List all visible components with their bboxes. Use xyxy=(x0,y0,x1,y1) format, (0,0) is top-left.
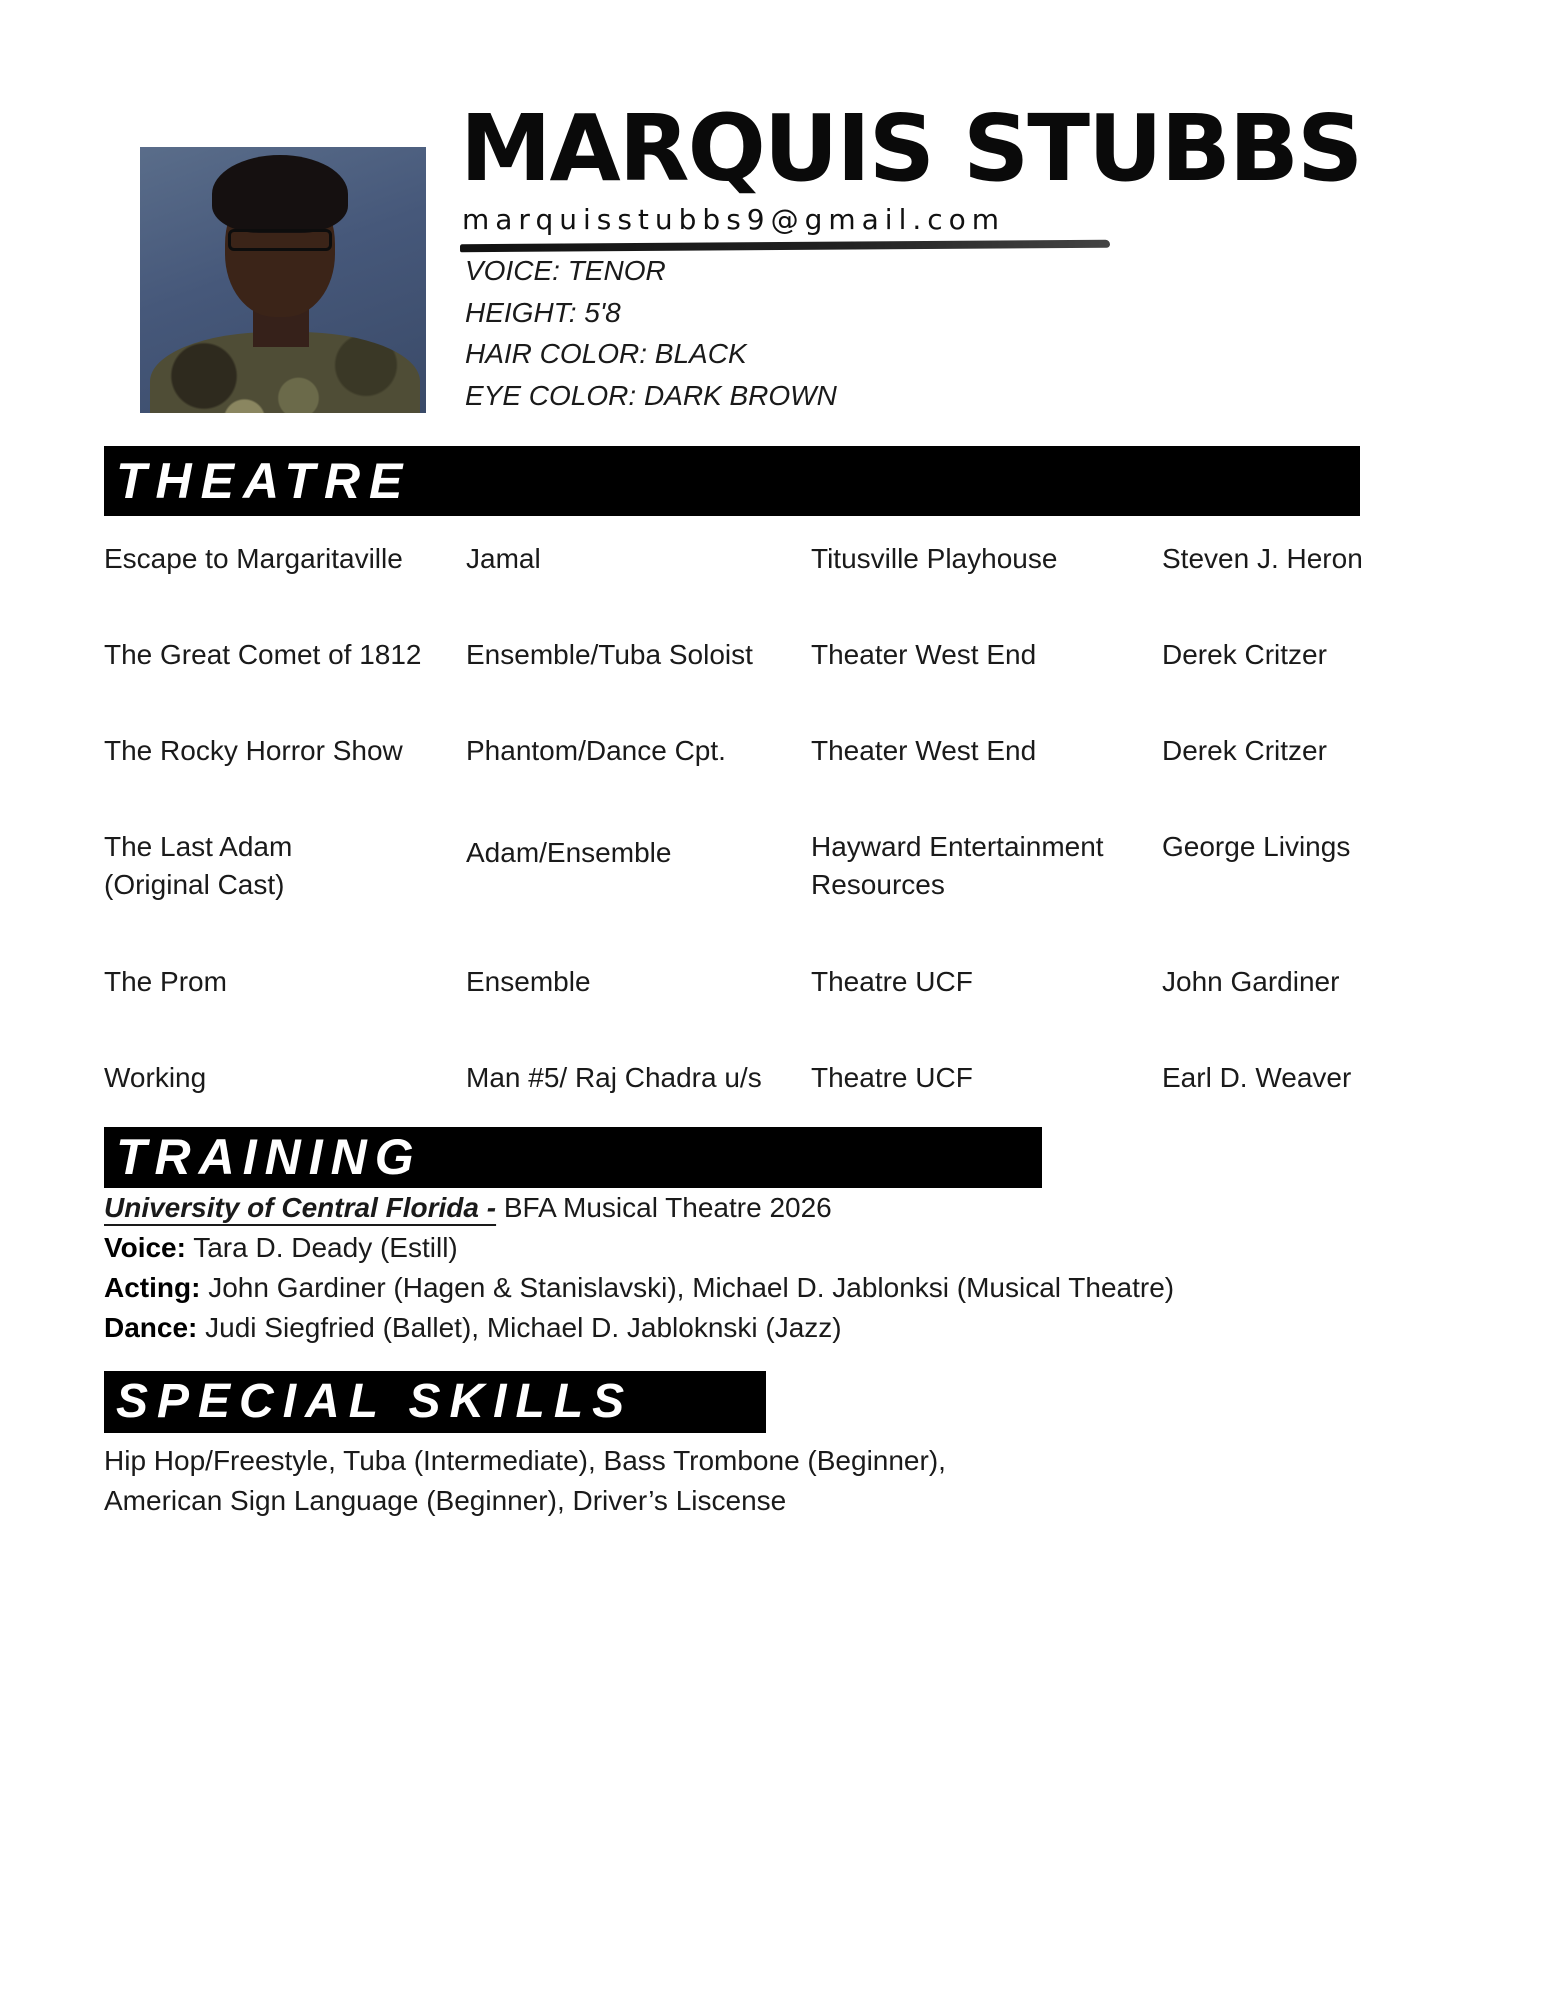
credit-show: The Rocky Horror Show xyxy=(104,735,403,766)
stat-hair-color: HAIR COLOR: BLACK xyxy=(465,338,747,369)
credit-company xyxy=(811,828,1162,963)
table-row xyxy=(104,828,1404,963)
degree-text: BFA Musical Theatre 2026 xyxy=(496,1192,832,1223)
physical-stats xyxy=(465,250,837,416)
training-dance-line xyxy=(104,1308,1174,1348)
credit-show: Escape to Margaritaville xyxy=(104,543,403,574)
credit-director: John Gardiner xyxy=(1162,966,1340,997)
credit-company: Titusville Playhouse xyxy=(811,543,1058,574)
dance-label: Dance: xyxy=(104,1312,198,1343)
credit-role: Phantom/Dance Cpt. xyxy=(466,735,726,766)
credit-director: George Livings xyxy=(1162,831,1351,862)
credit-director: Earl D. Weaver xyxy=(1162,1062,1352,1093)
headshot-glasses xyxy=(228,229,332,251)
credit-show-title: The Last Adam xyxy=(104,831,293,862)
training-section xyxy=(104,1188,1174,1348)
training-voice-line xyxy=(104,1228,1174,1268)
theatre-credits-table xyxy=(104,540,1404,1155)
special-skills-section xyxy=(104,1441,946,1521)
credit-company: Theater West End xyxy=(811,639,1037,670)
credit-company-name: Hayward Entertainment xyxy=(811,831,1104,862)
voice-teacher: Tara D. Deady (Estill) xyxy=(185,1232,458,1263)
table-row xyxy=(104,732,1404,828)
training-heading: TRAINING xyxy=(104,1127,1042,1188)
credit-role: Ensemble xyxy=(466,966,591,997)
credit-director: Derek Critzer xyxy=(1162,639,1327,670)
acting-teachers: John Gardiner (Hagen & Stanislavski), Michael D. Jablonksi (Musical Theatre) xyxy=(200,1272,1175,1303)
headshot-photo xyxy=(140,147,426,413)
acting-label: Acting: xyxy=(104,1272,201,1303)
credit-show: The Great Comet of 1812 xyxy=(104,639,422,670)
credit-director: Steven J. Heron xyxy=(1162,543,1363,574)
table-row xyxy=(104,636,1404,732)
stat-height: HEIGHT: 5'8 xyxy=(465,296,621,328)
credit-show: The Prom xyxy=(104,966,227,997)
table-row xyxy=(104,963,1404,1059)
credit-role: Ensemble/Tuba Soloist xyxy=(466,639,753,670)
dance-teachers: Judi Siegfried (Ballet), Michael D. Jabloknski (Jazz) xyxy=(197,1312,842,1343)
skills-line: American Sign Language (Beginner), Driver’s Liscense xyxy=(104,1485,787,1516)
credit-role-text: Adam/Ensemble xyxy=(466,837,672,868)
credit-show xyxy=(104,828,466,963)
school-name: University of Central Florida - xyxy=(104,1192,497,1223)
credit-company: Theatre UCF xyxy=(811,966,973,997)
stat-eye-color: EYE COLOR: DARK BROWN xyxy=(465,379,837,411)
credit-show: Working xyxy=(104,1062,207,1093)
credit-director: Derek Critzer xyxy=(1162,735,1327,766)
stat-voice: VOICE: TENOR xyxy=(465,255,666,286)
performer-name: MARQUIS STUBBS xyxy=(460,95,1362,202)
email-address[interactable]: marquisstubbs9@gmail.com xyxy=(462,203,1006,236)
credit-role: Jamal xyxy=(466,543,541,574)
credit-company: Theatre UCF xyxy=(811,1062,973,1093)
credit-role xyxy=(466,828,811,963)
credit-show-note: (Original Cast) xyxy=(104,869,285,900)
voice-label: Voice: xyxy=(104,1232,186,1263)
skills-line: Hip Hop/Freestyle, Tuba (Intermediate), Bass Trombone (Beginner), xyxy=(104,1445,946,1476)
theatre-heading: THEATRE xyxy=(104,446,1360,516)
training-acting-line xyxy=(104,1268,1174,1308)
credit-company-note: Resources xyxy=(811,869,945,900)
special-skills-heading: SPECIAL SKILLS xyxy=(104,1371,766,1433)
training-school-line xyxy=(104,1188,1174,1228)
credit-company: Theater West End xyxy=(811,735,1037,766)
table-row xyxy=(104,540,1404,636)
headshot-hair xyxy=(212,155,348,233)
credit-role: Man #5/ Raj Chadra u/s xyxy=(466,1062,762,1093)
